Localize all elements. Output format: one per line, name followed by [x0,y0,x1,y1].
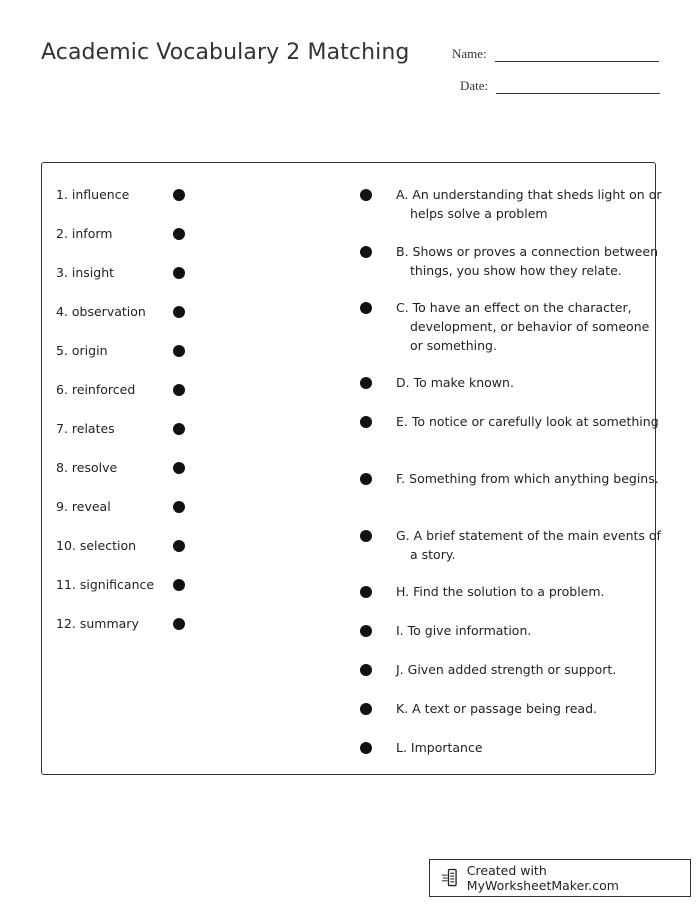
definition-g: G. A brief statement of the main events of a story. [396,528,661,562]
definition-l: L. Importance [396,740,483,755]
definition-j: J. Given added strength or support. [396,662,617,677]
definition-dot-g[interactable] [360,530,372,542]
footer-badge[interactable] [429,859,691,897]
term-dot-4[interactable] [173,306,185,318]
term-5: 5. origin [56,343,108,358]
term-4: 4. observation [56,304,146,319]
definition-b: B. Shows or proves a connection between things, you show how they relate. [396,244,659,278]
term-dot-10[interactable] [173,540,185,552]
name-label: Name: [452,46,487,61]
definition-k: K. A text or passage being read. [396,701,598,716]
term-7: 7. relates [56,421,115,436]
definition-f: F. Something from which anything begins. [396,471,659,486]
definition-dot-l[interactable] [360,742,372,754]
term-10: 10. selection [56,538,137,553]
name-line[interactable] [495,47,659,62]
date-line[interactable] [496,79,660,94]
term-dot-9[interactable] [173,501,185,513]
term-dot-6[interactable] [173,384,185,396]
name-field [452,46,659,62]
definition-a: A. An understanding that sheds light on or helps solve a problem [396,187,662,221]
page-title: Academic Vocabulary 2 Matching [41,40,410,65]
term-9: 9. reveal [56,499,111,514]
definition-dot-f[interactable] [360,473,372,485]
term-6: 6. reinforced [56,382,136,397]
term-dot-3[interactable] [173,267,185,279]
definition-dot-d[interactable] [360,377,372,389]
term-3: 3. insight [56,265,115,280]
term-11: 11. significance [56,577,155,592]
definition-e: E. To notice or carefully look at something [396,414,659,429]
term-8: 8. resolve [56,460,118,475]
term-2: 2. inform [56,226,113,241]
term-dot-1[interactable] [173,189,185,201]
definition-dot-k[interactable] [360,703,372,715]
worksheet-logo-icon [440,867,461,889]
definition-dot-e[interactable] [360,416,372,428]
term-dot-11[interactable] [173,579,185,591]
term-12: 12. summary [56,616,139,631]
definition-h: H. Find the solution to a problem. [396,584,605,599]
term-dot-2[interactable] [173,228,185,240]
definition-dot-i[interactable] [360,625,372,637]
term-dot-7[interactable] [173,423,185,435]
footer-text: Created with MyWorksheetMaker.com [466,863,619,893]
definition-dot-h[interactable] [360,586,372,598]
term-dot-8[interactable] [173,462,185,474]
term-1: 1. influence [56,187,130,202]
definition-i: I. To give information. [396,623,532,638]
definition-dot-c[interactable] [360,302,372,314]
definition-dot-j[interactable] [360,664,372,676]
term-dot-5[interactable] [173,345,185,357]
definition-d: D. To make known. [396,375,514,390]
date-label: Date: [460,78,489,93]
term-dot-12[interactable] [173,618,185,630]
definition-dot-a[interactable] [360,189,372,201]
date-field [460,78,660,94]
definition-c: C. To have an effect on the character, development, or behavior of someone or something. [396,300,650,353]
definition-dot-b[interactable] [360,246,372,258]
